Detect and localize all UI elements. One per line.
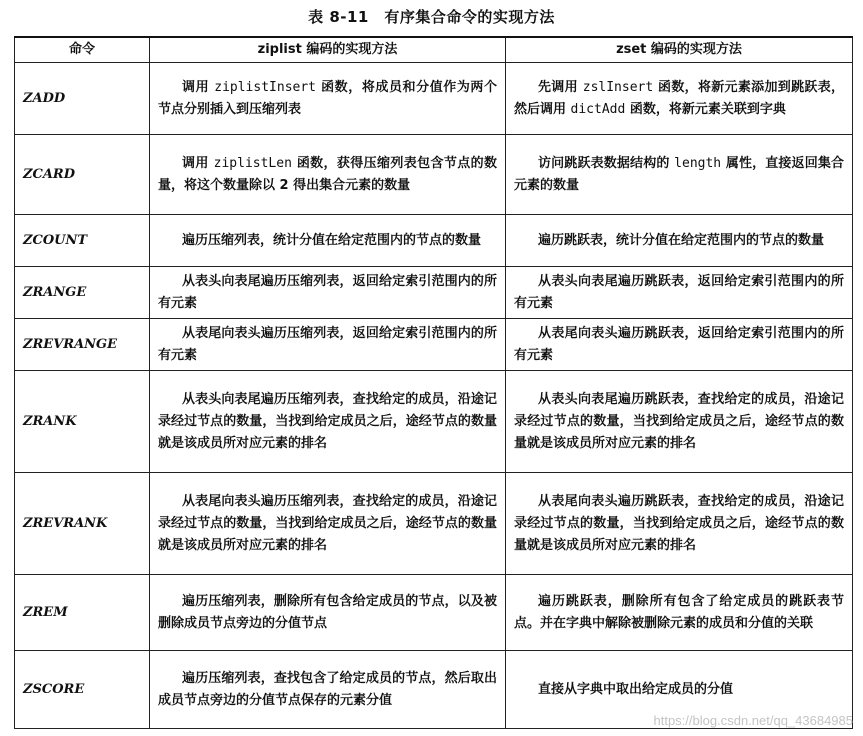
header-command: 命令 bbox=[15, 37, 150, 63]
table-row bbox=[15, 319, 853, 371]
zset-cell: 从表头向表尾遍历跳跃表，返回给定索引范围内的所有元素 bbox=[506, 267, 853, 319]
table-row bbox=[15, 267, 853, 319]
header-zset: zset 编码的实现方法 bbox=[506, 37, 853, 63]
ziplist-cell: 从表头向表尾遍历压缩列表，返回给定索引范围内的所有元素 bbox=[150, 267, 506, 319]
ziplist-cell: 调用 ziplistInsert 函数，将成员和分值作为两个节点分别插入到压缩列表 bbox=[150, 63, 506, 135]
table-row bbox=[15, 473, 853, 575]
ziplist-cell: 从表尾向表头遍历压缩列表，查找给定的成员，沿途记录经过节点的数量，当找到给定成员之后，途经节点的数量就是该成员所对应元素的排名 bbox=[150, 473, 506, 575]
watermark: https://blog.csdn.net/qq_43684985 bbox=[653, 713, 853, 728]
table-row bbox=[15, 63, 853, 135]
command-cell: ZRANGE bbox=[15, 267, 150, 319]
zset-cell: 直接从字典中取出给定成员的分值 bbox=[506, 651, 853, 729]
command-cell: ZCOUNT bbox=[15, 215, 150, 267]
zset-cell: 先调用 zslInsert 函数，将新元素添加到跳跃表，然后调用 dictAdd 函数，将新元素关联到字典 bbox=[506, 63, 853, 135]
zset-cell: 访问跳跃表数据结构的 length 属性，直接返回集合元素的数量 bbox=[506, 135, 853, 215]
ziplist-cell: 从表头向表尾遍历压缩列表，查找给定的成员，沿途记录经过节点的数量，当找到给定成员之后，途经节点的数量就是该成员所对应元素的排名 bbox=[150, 371, 506, 473]
zset-cell: 从表头向表尾遍历跳跃表，查找给定的成员，沿途记录经过节点的数量，当找到给定成员之后，途经节点的数量就是该成员所对应元素的排名 bbox=[506, 371, 853, 473]
table-row bbox=[15, 215, 853, 267]
command-cell: ZREVRANGE bbox=[15, 319, 150, 371]
command-cell: ZCARD bbox=[15, 135, 150, 215]
zset-cell: 从表尾向表头遍历跳跃表，返回给定索引范围内的所有元素 bbox=[506, 319, 853, 371]
command-cell: ZADD bbox=[15, 63, 150, 135]
ziplist-cell: 遍历压缩列表，删除所有包含给定成员的节点，以及被删除成员节点旁边的分值节点 bbox=[150, 575, 506, 651]
header-ziplist: ziplist 编码的实现方法 bbox=[150, 37, 506, 63]
command-cell: ZREM bbox=[15, 575, 150, 651]
zset-cell: 遍历跳跃表，删除所有包含了给定成员的跳跃表节点。并在字典中解除被删除元素的成员和分值的关联 bbox=[506, 575, 853, 651]
zset-cell: 从表尾向表头遍历跳跃表，查找给定的成员，沿途记录经过节点的数量，当找到给定成员之后，途经节点的数量就是该成员所对应元素的排名 bbox=[506, 473, 853, 575]
command-cell: ZSCORE bbox=[15, 651, 150, 729]
ziplist-cell: 从表尾向表头遍历压缩列表，返回给定索引范围内的所有元素 bbox=[150, 319, 506, 371]
command-cell: ZREVRANK bbox=[15, 473, 150, 575]
ziplist-cell: 调用 ziplistLen 函数，获得压缩列表包含节点的数量，将这个数量除以 2 得出集合元素的数量 bbox=[150, 135, 506, 215]
table-header-row bbox=[15, 37, 853, 63]
table-caption: 表 8-11 有序集合命令的实现方法 bbox=[308, 8, 555, 26]
ziplist-cell: 遍历压缩列表，查找包含了给定成员的节点，然后取出成员节点旁边的分值节点保存的元素分值 bbox=[150, 651, 506, 729]
table-row bbox=[15, 371, 853, 473]
table-row bbox=[15, 575, 853, 651]
ziplist-cell: 遍历压缩列表，统计分值在给定范围内的节点的数量 bbox=[150, 215, 506, 267]
command-cell: ZRANK bbox=[15, 371, 150, 473]
command-table bbox=[14, 36, 853, 729]
zset-cell: 遍历跳跃表，统计分值在给定范围内的节点的数量 bbox=[506, 215, 853, 267]
table-row bbox=[15, 135, 853, 215]
